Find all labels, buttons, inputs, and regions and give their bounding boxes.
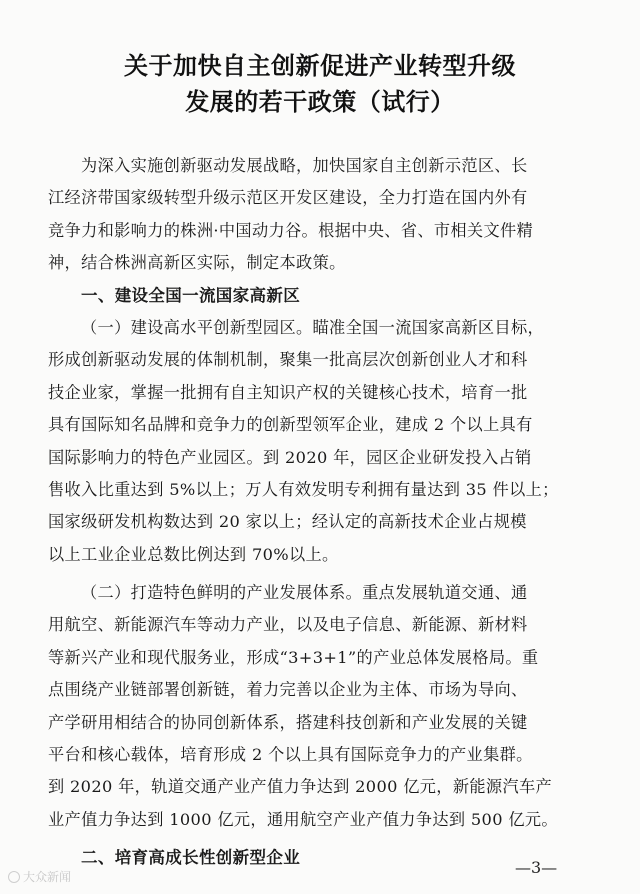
document-title-line-1: 关于加快自主创新促进产业转型升级	[124, 52, 516, 80]
paragraph-line: 国际影响力的特色产业园区。到 2020 年，园区企业研发投入占销	[48, 447, 532, 467]
paragraph-line: 竞争力和影响力的株洲·中国动力谷。根据中央、省、市相关文件精	[48, 220, 534, 240]
paragraph-line: 国家级研发机构数达到 20 家以上；经认定的高新技术企业占规模	[48, 512, 527, 532]
item-1-paragraph	[48, 312, 600, 571]
paragraph-line: 业产值力争达到 1000 亿元，通用航空产业产值力争达到 500 亿元。	[48, 809, 558, 829]
paragraph-line: 售收入比重达到 5%以上；万人有效发明专利拥有量达到 35 件以上；	[48, 479, 559, 499]
paragraph-line: 具有国际知名品牌和竞争力的创新型领军企业，建成 2 个以上具有	[48, 415, 533, 435]
paragraph-line: 点围绕产业链部署创新链，着力完善以企业为主体、市场为导向、	[48, 680, 528, 700]
document-title-line-2: 发展的若干政策（试行）	[185, 88, 455, 116]
paragraph-line: 江经济带国家级转型升级示范区开发区建设，全力打造在国内外有	[48, 188, 528, 208]
watermark-text: 大众新闻	[23, 870, 72, 884]
paragraph-line: 产学研用相结合的协同创新体系，搭建科技创新和产业发展的关键	[48, 712, 528, 732]
paragraph-line: 为深入实施创新驱动发展战略，加快国家自主创新示范区、长	[81, 156, 528, 175]
intro-paragraph	[48, 150, 600, 280]
paragraph-line: 等新兴产业和现代服务业，形成“3+3+1”的产业总体发展格局。重	[48, 647, 539, 667]
item-2-paragraph	[48, 577, 600, 836]
paragraph-line: 用航空、新能源汽车等动力产业，以及电子信息、新能源、新材料	[48, 615, 528, 635]
paragraph-line: 形成创新驱动发展的体制机制，聚集一批高层次创新创业人才和科	[48, 350, 528, 370]
section-heading-2: 二、培育高成长性创新型企业	[81, 848, 301, 868]
section-heading-1: 一、建设全国一流国家高新区	[81, 285, 301, 305]
paragraph-line: 神，结合株洲高新区实际，制定本政策。	[48, 253, 346, 273]
paragraph-line: 以上工业企业总数比例达到 70%以上。	[48, 544, 339, 564]
page-number: —3—	[515, 858, 558, 877]
watermark	[8, 868, 71, 885]
paragraph-line: （二）打造特色鲜明的产业发展体系。重点发展轨道交通、通	[81, 583, 528, 603]
paragraph-line: （一）建设高水平创新型园区。瞄准全国一流国家高新区目标，	[81, 317, 545, 337]
watermark-logo-icon	[8, 871, 20, 883]
paragraph-line: 技企业家，掌握一批拥有自主知识产权的关键核心技术，培育一批	[48, 382, 528, 402]
paragraph-line: 到 2020 年，轨道交通产业产值力争达到 2000 亿元，新能源汽车产	[48, 777, 553, 797]
paragraph-line: 平台和核心载体，培育形成 2 个以上具有国际竞争力的产业集群。	[48, 745, 533, 765]
document-body	[48, 150, 600, 875]
